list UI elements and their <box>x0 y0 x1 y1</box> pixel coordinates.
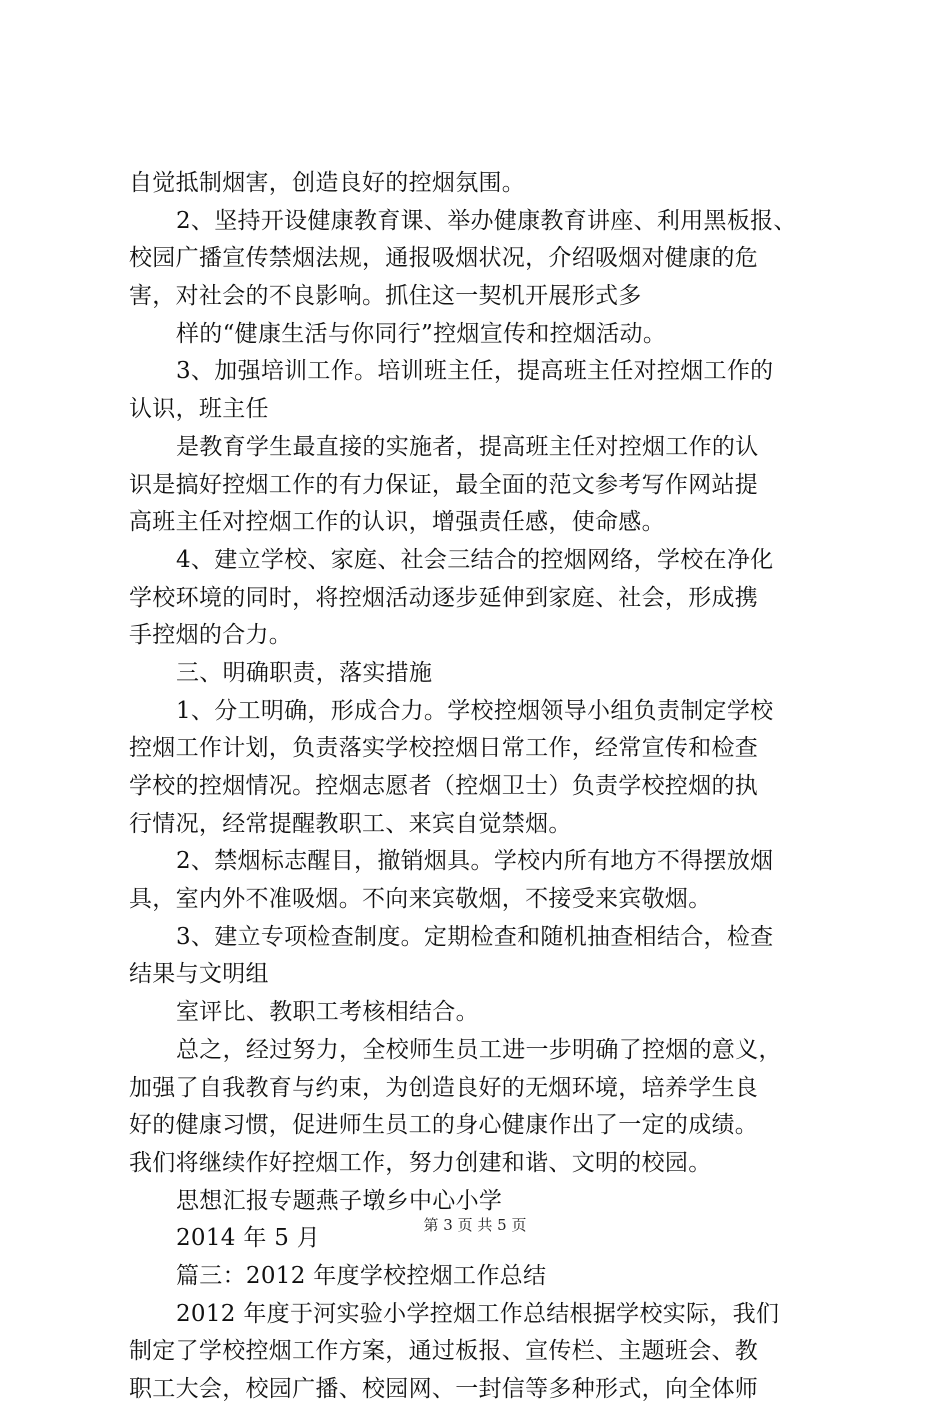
text-line: 学校环境的同时，将控烟活动逐步延伸到家庭、社会，形成携 <box>129 584 759 611</box>
text-line: 样的“健康生活与你同行”控烟宣传和控烟活动。 <box>176 320 667 347</box>
text-line: 4、建立学校、家庭、社会三结合的控烟网络，学校在净化 <box>176 546 774 573</box>
text-line: 1、分工明确，形成合力。学校控烟领导小组负责制定学校 <box>176 697 774 724</box>
text-line: 我们将继续作好控烟工作，努力创建和谐、文明的校园。 <box>129 1149 712 1176</box>
text-line: 2、坚持开设健康教育课、举办健康教育讲座、利用黑板报、 <box>176 207 797 234</box>
text-line: 高班主任对控烟工作的认识，增强责任感，使命感。 <box>129 509 665 536</box>
text-line: 结果与文明组 <box>129 961 269 988</box>
text-line: 思想汇报专题燕子墩乡中心小学 <box>176 1187 503 1214</box>
text-line: 好的健康习惯，促进师生员工的身心健康作出了一定的成绩。 <box>129 1112 759 1139</box>
page-footer: 第 3 页 共 5 页 <box>423 1216 527 1234</box>
text-line: 2、禁烟标志醒目，撤销烟具。学校内所有地方不得摆放烟 <box>176 848 774 875</box>
text-line: 篇三：2012 年度学校控烟工作总结 <box>176 1262 547 1289</box>
text-line: 手控烟的合力。 <box>129 622 293 649</box>
text-line: 自觉抵制烟害，创造良好的控烟氛围。 <box>129 170 526 196</box>
text-line: 总之，经过努力，全校师生员工进一步明确了控烟的意义， <box>176 1036 782 1063</box>
text-line: 加强了自我教育与约束，为创造良好的无烟环境，培养学生良 <box>129 1074 759 1101</box>
text-line: 害，对社会的不良影响。抓住这一契机开展形式多 <box>129 283 642 310</box>
text-line: 2012 年度于河实验小学控烟工作总结根据学校实际，我们 <box>176 1300 780 1327</box>
text-line: 3、建立专项检查制度。定期检查和随机抽查相结合，检查 <box>176 923 774 950</box>
text-line: 校园广播宣传禁烟法规，通报吸烟状况，介绍吸烟对健康的危 <box>129 245 759 272</box>
text-line: 职工大会，校园广播、校园网、一封信等多种形式，向全体师 <box>129 1376 759 1402</box>
text-line: 2014 年 5 月 <box>176 1225 321 1252</box>
text-line: 制定了学校控烟工作方案，通过板报、宣传栏、主题班会、教 <box>129 1338 759 1365</box>
text-line: 学校的控烟情况。控烟志愿者（控烟卫士）负责学校控烟的执 <box>129 773 759 799</box>
text-line: 识是搞好控烟工作的有力保证，最全面的范文参考写作网站提 <box>129 471 759 498</box>
text-line: 具，室内外不准吸烟。不向来宾敬烟，不接受来宾敬烟。 <box>129 886 712 913</box>
text-line: 3、加强培训工作。培训班主任，提高班主任对控烟工作的 <box>176 358 774 385</box>
text-line: 三、明确职责，落实措施 <box>176 659 433 686</box>
text-line: 是教育学生最直接的实施者，提高班主任对控烟工作的认 <box>176 433 759 460</box>
text-line: 控烟工作计划，负责落实学校控烟日常工作，经常宣传和检查 <box>129 735 759 762</box>
text-line: 室评比、教职工考核相结合。 <box>176 999 479 1026</box>
text-line: 认识，班主任 <box>129 396 269 423</box>
text-line: 行情况，经常提醒教职工、来宾自觉禁烟。 <box>129 810 572 837</box>
